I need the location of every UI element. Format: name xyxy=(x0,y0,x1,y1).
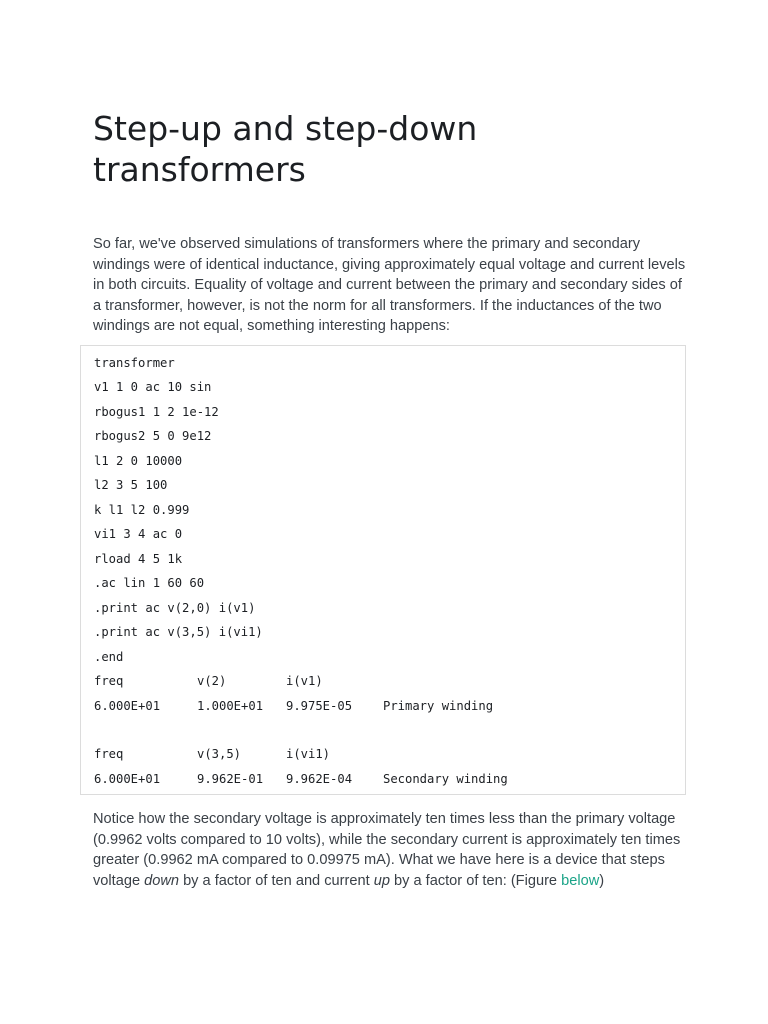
outro-text: ) xyxy=(599,872,605,889)
emphasis-down: down xyxy=(144,872,180,889)
outro-text: by a factor of ten and current xyxy=(179,872,374,889)
outro-paragraph xyxy=(93,809,693,891)
result-header-current: i(v1) xyxy=(286,674,323,688)
figure-below-link[interactable]: below xyxy=(561,872,600,889)
intro-paragraph: So far, we've observed simulations of transformers where the primary and secondary windings were of identical inductance, giving approximately equal voltage and current levels in both circuits. Equality of voltage and current between the primary and secondary sides of a transformer, however, is not the norm for all transformers. If the inductances of the two windings are not equal, something interesting happens: xyxy=(93,236,686,335)
code-line: l2 3 5 100 xyxy=(94,478,168,492)
result-value-voltage: 1.000E+01 xyxy=(197,699,264,713)
result-header-freq: freq xyxy=(94,747,124,761)
code-line: .end xyxy=(94,650,124,664)
code-line: rbogus1 1 2 1e-12 xyxy=(94,405,219,419)
page-title: Step-up and step-down transformers xyxy=(93,109,478,189)
outro-text: by a factor of ten: (Figure xyxy=(389,872,562,889)
code-block xyxy=(80,345,686,795)
result-value-current: 9.975E-05 xyxy=(286,699,353,713)
code-line: k l1 l2 0.999 xyxy=(94,503,190,517)
result-header-current: i(vi1) xyxy=(286,747,331,761)
code-line: .print ac v(3,5) i(vi1) xyxy=(94,625,263,639)
code-line: .print ac v(2,0) i(v1) xyxy=(94,601,256,615)
result-header-freq: freq xyxy=(94,674,124,688)
code-line: rload 4 5 1k xyxy=(94,552,183,566)
result-value-freq: 6.000E+01 xyxy=(94,699,161,713)
code-line: rbogus2 5 0 9e12 xyxy=(94,429,212,443)
result-value-current: 9.962E-04 xyxy=(286,772,353,786)
code-line: v1 1 0 ac 10 sin xyxy=(94,380,212,394)
result-label: Primary winding xyxy=(383,699,494,713)
result-label: Secondary winding xyxy=(383,772,508,786)
outro-text: Notice how the secondary voltage is approximately ten times less than the primary voltage (0.9962 volts compared to 10 volts), while the secondary current is approximately ten times greater (0.9962 mA compared to 0.09975 mA). What we have here is a device that steps voltage xyxy=(93,811,681,889)
result-value-voltage: 9.962E-01 xyxy=(197,772,264,786)
code-line: l1 2 0 10000 xyxy=(94,454,183,468)
code-line: vi1 3 4 ac 0 xyxy=(94,527,183,541)
result-header-voltage: v(2) xyxy=(197,674,227,688)
result-value-freq: 6.000E+01 xyxy=(94,772,161,786)
emphasis-up: up xyxy=(373,872,390,889)
result-header-voltage: v(3,5) xyxy=(197,747,242,761)
code-line: transformer xyxy=(94,356,175,370)
code-line: .ac lin 1 60 60 xyxy=(94,576,205,590)
